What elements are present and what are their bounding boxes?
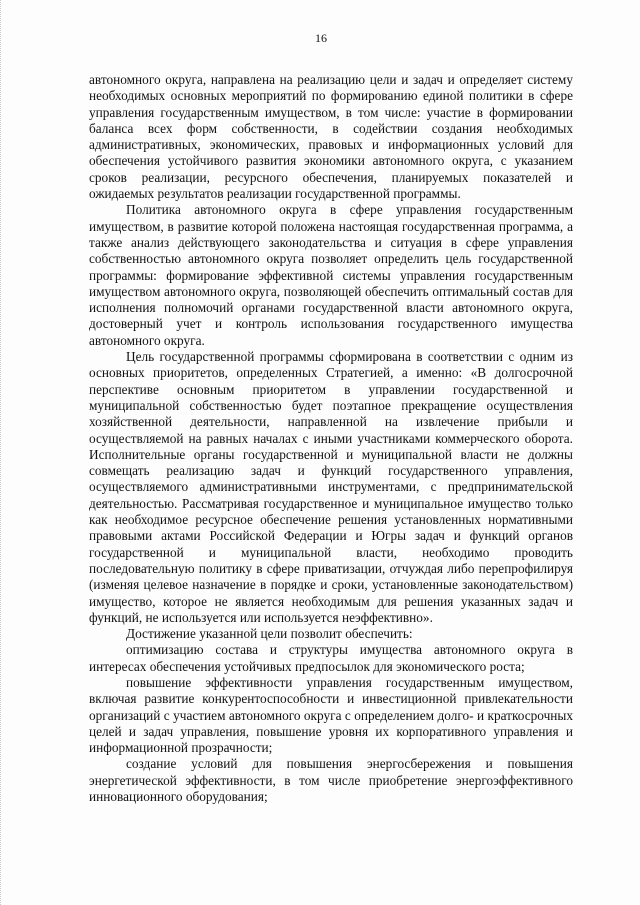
paragraph: автономного округа, направлена на реализацию цели и задач и определяет систему необходимых основных мероприятий по формированию единой политики в сфере управления государственным имуществом, в том числе: участие в формировании баланса всех форм собственности, в содействии создания необходимых административных, экономических, правовых и информационных условий для обеспечения устойчивого развития экономики автономного округа, с указанием сроков реализации, ресурсного обеспечения, планируемых показателей и ожидаемых результатов реализации государственной программы. [89,72,573,202]
paragraph: повышение эффективности управления государственным имуществом, включая развитие конкурентоспособности и инвестиционной привлекательности организаций с участием автономного округа с определением долго- и краткосрочных целей и задач управления, повышение уровня их корпоративного управления и информационной прозрачности; [89,674,573,756]
document-body [89,72,573,805]
paragraph: оптимизацию состава и структуры имущества автономного округа в интересах обеспечения устойчивых предпосылок для экономического роста; [89,642,573,674]
paragraph: создание условий для повышения энергосбережения и повышения энергетической эффективности, в том числе приобретение энергоэффективного инновационного оборудования; [89,756,573,805]
page-number: 16 [315,31,327,45]
paragraph: Достижение указанной цели позволит обеспечить: [126,626,413,642]
paragraph: Политика автономного округа в сфере управления государственным имуществом, в развитие которой положена настоящая государственная программа, а также анализ действующего законодательства и ситуация в сфере управления собственностью автономного округа позволяет определить цель государственной программы: формирование эффективной системы управления государственным имуществом автономного округа, позволяющей обеспечить оптимальный состав для исполнения полномочий органами государственной власти автономного округа, достоверный учет и контроль использования государственного имущества автономного округа. [89,202,573,348]
paragraph: Цель государственной программы сформирована в соответствии с одним из основных приоритетов, определенных Стратегией, а именно: «В долгосрочной перспективе основным приоритетом в управлении государственной и муниципальной собственностью будет поэтапное прекращение осуществления хозяйственной деятельности, направленной на извлечение прибыли и осуществляемой на равных началах с иными участниками коммерческого оборота. Исполнительные органы государственной и муниципальной власти не должны совмещать реализацию задач и функций государственного управления, осуществляемого административными инструментами, с предпринимательской деятельностью. Рассматривая государственное и муниципальное имущество только как необходимое ресурсное обеспечение решения установленных нормативными правовыми актами Российской Федерации и Югры задач и функций органов государственной и муниципальной власти, необходимо проводить последовательную политику в сфере приватизации, отчуждая либо перепрофилируя (изменяя целевое назначение в порядке и сроки, установленные законодательством) имущество, которое не является необходимым для решения указанных задач и функций, не используется или используется неэффективно». [89,349,573,625]
